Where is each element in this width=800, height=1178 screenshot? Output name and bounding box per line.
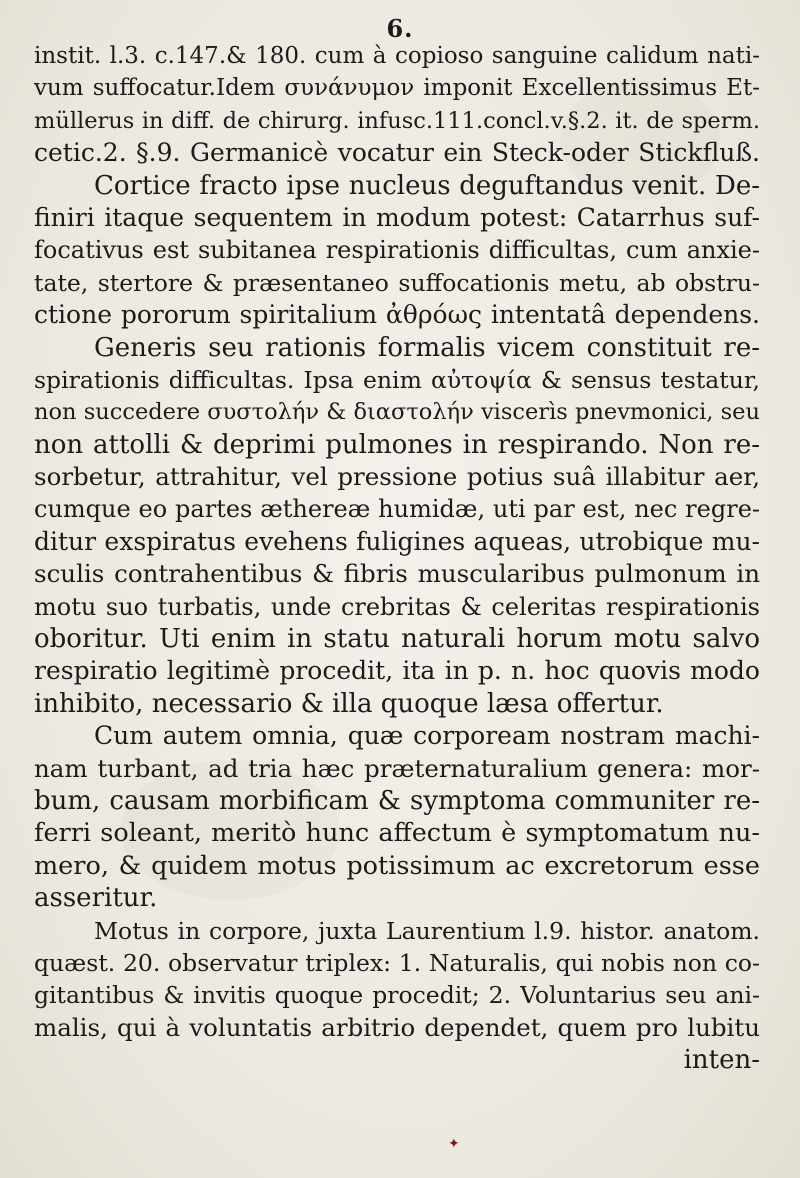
text-line: mero, & quidem motus potissimum ac excretorum esse	[34, 850, 760, 881]
ink-mark-icon: ✦	[448, 1136, 460, 1152]
text-line: oboritur. Uti enim in statu naturali horum motu salvo	[34, 624, 760, 655]
body-text	[34, 40, 760, 1077]
text-line: ferri soleant, meritò hunc affectum è symptomatum nu-	[34, 818, 760, 849]
text-line: tate, stertore & præsentaneo suffocationis metu, ab obstru-	[34, 268, 760, 297]
text-line: instit. l.3. c.147.& 180. cum à copioso sanguine calidum nati-	[34, 43, 760, 69]
text-line: müllerus in diff. de chirurg. infusc.111.concl.v.§.2. it. de sperm.	[34, 107, 760, 134]
text-line: Cortice fracto ipse nucleus deguftandus venit. De-	[94, 170, 760, 201]
text-line: inhibito, necessario & illa quoque læsa offertur.	[34, 688, 664, 719]
text-line: Cum autem omnia, quæ corpoream nostram machi-	[94, 721, 760, 751]
text-line: vum suffocatur.Idem συνάνυμον imponit Excellentissimus Et-	[34, 75, 760, 102]
text-line: Motus in corpore, juxta Laurentium l.9. histor. anatom.	[94, 916, 760, 945]
text-line: nam turbant, ad tria hæc præternaturalium genera: mor-	[34, 753, 760, 783]
text-line: spirationis difficultas. Ipsa enim αὐτοψία & sensus testatur,	[34, 365, 760, 394]
text-line: ctione pororum spiritalium ἀθρόως intentatâ dependens.	[34, 300, 760, 330]
text-line: respiratio legitimè procedit, ita in p. n. hoc quovis modo	[34, 656, 760, 686]
text-line: non attolli & deprimi pulmones in respirando. Non re-	[34, 429, 760, 460]
text-line: ditur exspiratus evehens fuligines aqueas, utrobique mu-	[34, 526, 760, 556]
text-line: cumque eo partes æthereæ humidæ, uti par est, nec regre-	[34, 495, 760, 524]
text-line: motu suo turbatis, unde crebritas & celeritas respirationis	[34, 592, 760, 621]
text-line: sculis contrahentibus & fibris muscularibus pulmonum in	[34, 559, 760, 589]
text-line: asseritur.	[34, 883, 158, 914]
text-line: sorbetur, attrahitur, vel pressione potius suâ illabitur aer,	[34, 462, 760, 492]
text-line: Generis seu rationis formalis vicem constituit re-	[94, 332, 760, 363]
text-line: malis, qui à voluntatis arbitrio dependet, quem pro lubitu	[34, 1012, 760, 1042]
text-line: non succedere συστολήν & διαστολήν viscerìs pnevmonici, seu	[34, 399, 760, 426]
text-line: cetic.2. §.9. Germanicè vocatur ein Steck-oder Stickfluß.	[34, 138, 760, 168]
text-line: quæst. 20. observatur triplex: 1. Naturalis, qui nobis non co-	[34, 948, 760, 977]
text-line: bum, causam morbificam & symptoma communiter re-	[34, 785, 760, 816]
text-line: focativus est subitanea respirationis difficultas, cum anxie-	[34, 236, 760, 265]
text-line: gitantibus & invitis quoque procedit; 2. Voluntarius seu ani-	[34, 981, 760, 1010]
page-number: 6.	[386, 14, 414, 43]
text-line: finiri itaque sequentem in modum potest: Catarrhus suf-	[34, 202, 760, 232]
catchword: inten-	[683, 1045, 760, 1076]
